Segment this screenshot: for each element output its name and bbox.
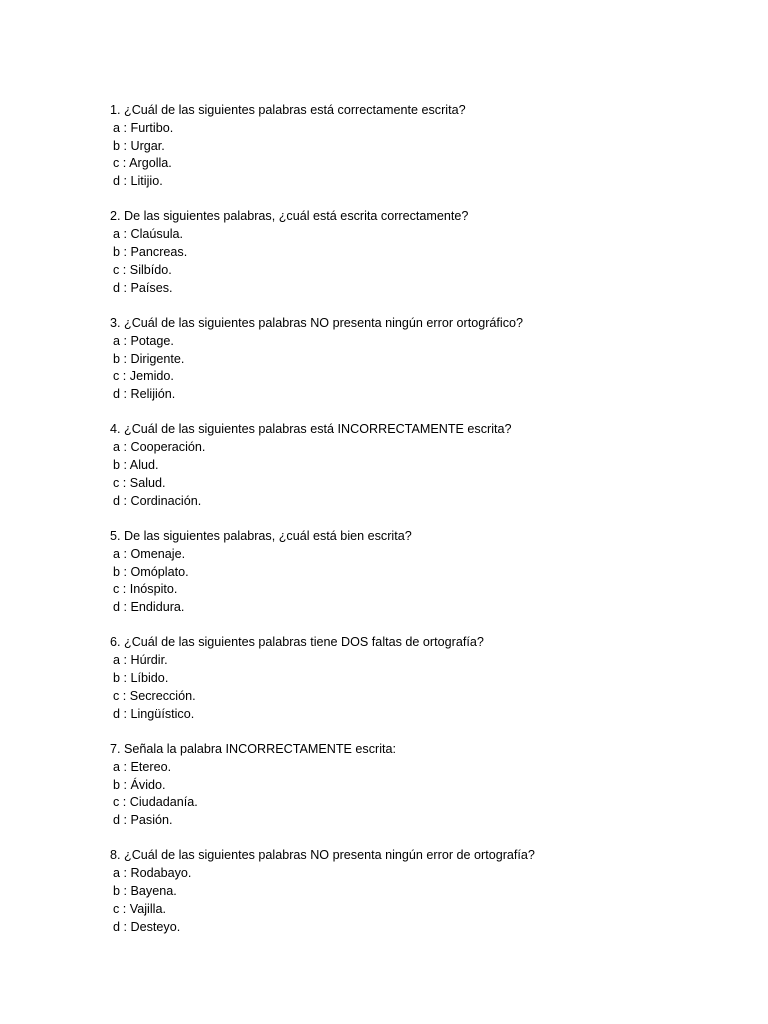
option-d: d : Endidura. [113, 600, 185, 615]
question-7 [110, 741, 730, 830]
question-text: 3. ¿Cuál de las siguientes palabras NO presenta ningún error ortográfico? [110, 315, 524, 330]
question-text: 8. ¿Cuál de las siguientes palabras NO presenta ningún error de ortografía? [110, 848, 535, 863]
question-2 [110, 208, 730, 297]
option-a: a : Omenaje. [113, 546, 186, 561]
option-c: c : Inóspito. [113, 582, 178, 597]
option-b: b : Urgar. [113, 138, 165, 153]
question-1 [110, 102, 730, 191]
option-c: c : Argolla. [113, 156, 172, 171]
question-text: 5. De las siguientes palabras, ¿cuál está bien escrita? [110, 528, 412, 543]
question-text: 6. ¿Cuál de las siguientes palabras tiene DOS faltas de ortografía? [110, 635, 484, 650]
option-b: b : Dirigente. [113, 351, 185, 366]
option-b: b : Líbido. [113, 671, 169, 686]
option-d: d : Lingüístico. [113, 706, 195, 721]
option-d: d : Cordinación. [113, 493, 202, 508]
option-c: c : Jemido. [113, 369, 174, 384]
question-4 [110, 421, 730, 510]
question-8 [110, 847, 730, 936]
question-text: 4. ¿Cuál de las siguientes palabras está INCORRECTAMENTE escrita? [110, 422, 512, 437]
question-text: 7. Señala la palabra INCORRECTAMENTE escrita: [110, 741, 397, 756]
option-a: a : Etereo. [113, 759, 172, 774]
option-c: c : Ciudadanía. [113, 795, 198, 810]
question-6 [110, 634, 730, 723]
option-d: d : Desteyo. [113, 919, 181, 934]
option-b: b : Bayena. [113, 883, 177, 898]
option-d: d : Relijión. [113, 387, 176, 402]
option-b: b : Alud. [113, 458, 159, 473]
option-d: d : Pasión. [113, 813, 173, 828]
option-b: b : Pancreas. [113, 245, 188, 260]
option-d: d : Litijio. [113, 174, 163, 189]
option-a: a : Furtibo. [113, 120, 174, 135]
option-b: b : Omóplato. [113, 564, 189, 579]
question-5 [110, 528, 730, 617]
option-c: c : Vajilla. [113, 901, 166, 916]
option-c: c : Salud. [113, 475, 166, 490]
question-3 [110, 315, 730, 404]
option-a: a : Claúsula. [113, 227, 184, 242]
question-text: 1. ¿Cuál de las siguientes palabras está correctamente escrita? [110, 103, 466, 117]
option-c: c : Silbído. [113, 262, 172, 277]
option-a: a : Cooperación. [113, 440, 206, 455]
quiz-list [110, 102, 730, 954]
option-b: b : Ávido. [113, 777, 166, 792]
option-a: a : Húrdir. [113, 653, 168, 668]
option-c: c : Secrección. [113, 688, 196, 703]
question-text: 2. De las siguientes palabras, ¿cuál está escrita correctamente? [110, 209, 469, 224]
option-d: d : Países. [113, 280, 173, 295]
option-a: a : Rodabayo. [113, 866, 192, 881]
option-a: a : Potage. [113, 333, 174, 348]
